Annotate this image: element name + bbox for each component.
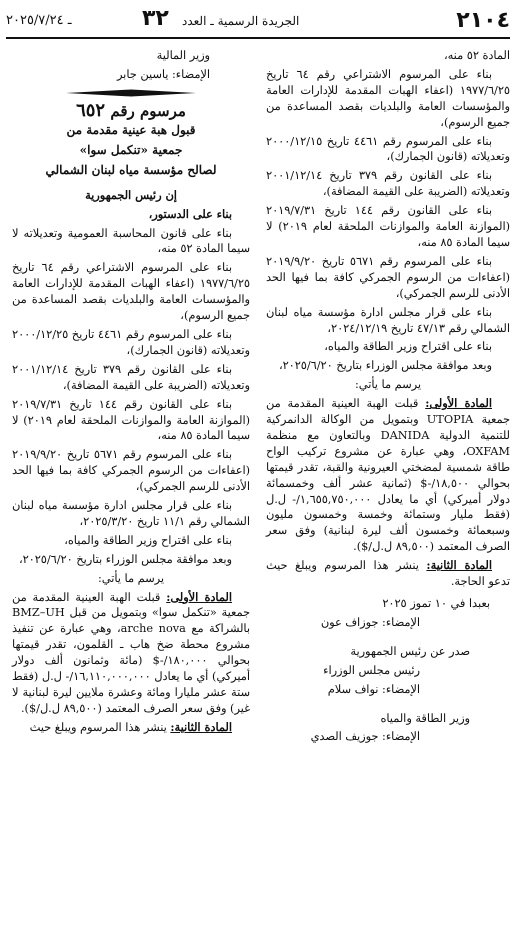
article-1 xyxy=(266,396,510,555)
decree-subtitle-1: قبول هبة عينية مقدمة من xyxy=(66,122,196,137)
article-1-label: المادة الأولى: xyxy=(166,589,232,604)
text-line: بناء على قرار مجلس ادارة مؤسسة مياه لبنان الشمالي رقم ١١/١ تاريخ ٢٠٢٥/٣/٢٠، xyxy=(12,499,250,528)
page-number: ٢١٠٤ xyxy=(456,8,510,33)
president-signature: الإمضاء: جوزاف عون xyxy=(320,615,420,629)
date-line: بعبدا في ١٠ تموز ٢٠٢٥ xyxy=(382,597,490,610)
text-line: وبعد موافقة مجلس الوزراء بتاريخ ٢٠٢٥/٦/٢٠، xyxy=(18,552,232,566)
text-line: وبعد موافقة مجلس الوزراء بتاريخ ٢٠٢٥/٦/٢٠، xyxy=(278,359,492,373)
right-column xyxy=(266,48,510,748)
text-line: بناء على المرسوم رقم ٤٤٦١ تاريخ ٢٠٠٠/١٢/٢٥ وتعديلاته (قانون الجمارك)، xyxy=(12,327,250,357)
text-line: بناء على المرسوم رقم ٥٦٧١ تاريخ ٢٠١٩/٩/٢٠ (اعفاءات من الرسوم الجمركي كافة بما فيها الحد الأدنى للرسم الجمركي)، xyxy=(12,448,250,494)
decree-subtitle-3: لصالح مؤسسة مياه لبنان الشمالي xyxy=(45,162,217,177)
article-2-label: المادة الثانية: xyxy=(426,558,493,573)
energy-minister-signature: الإمضاء: جوزيف الصدي xyxy=(310,730,420,744)
text-line: بناء على قرار مجلس ادارة مؤسسة مياه لبنان الشمالي رقم ٤٧/١٣ تاريخ ٢٠٢٤/١٢/١٩، xyxy=(266,305,510,335)
text-line: بناء على القانون رقم ١٤٤ تاريخ ٢٠١٩/٧/٣١ (الموازنة العامة والموازنات الملحقة لعام ٢٠١٩) لا سيما المادة ٨٥ منه، xyxy=(12,397,250,443)
text-line: بناء على المرسوم الاشتراعي رقم ٦٤ تاريخ ١٩٧٧/٦/٢٥ (اعفاء الهبات المقدمة للإدارات العامة والمؤسسات العامة والبلديات بقصد المساعدة من جميع الرسوم)، xyxy=(266,67,510,129)
article-2-label: المادة الثانية: xyxy=(170,719,232,734)
decree-number: ٦٥٢ xyxy=(76,99,106,121)
decree-subtitle-2: جمعية «تنكمل سوا» xyxy=(79,142,183,157)
article-2-text: ينشر هذا المرسوم ويبلغ حيث xyxy=(29,720,167,734)
text-line: بناء على القانون رقم ١٤٤ تاريخ ٢٠١٩/٧/٣١ (الموازنة العامة والموازنات الملحقة لعام ٢٠١٩) لا سيما المادة ٨٥ منه، xyxy=(266,204,510,249)
pm-signature: الإمضاء: نواف سلام xyxy=(327,682,420,696)
article-2-text: ينشر هذا المرسوم ويبلغ حيث تدعو الحاجة. xyxy=(266,559,510,589)
decree-label: مرسوم رقم xyxy=(110,101,186,120)
finance-minister-title: وزير المالية xyxy=(156,49,210,62)
decrees-label: يرسم ما يأتي: xyxy=(98,571,164,585)
decree-title xyxy=(12,99,250,121)
article-2 xyxy=(12,720,250,736)
ornament-divider xyxy=(66,89,196,97)
text-line: بناء على اقتراح وزير الطاقة والمياه، xyxy=(64,533,232,547)
decrees-label: يرسم ما يأتي: xyxy=(355,378,421,392)
article-2 xyxy=(266,558,510,590)
issue-date: ـ ٢٠٢٥/٧/٢٤ xyxy=(6,13,72,28)
energy-minister-title: وزير الطاقة والمياه xyxy=(380,711,470,725)
text-line: بناء على القانون رقم ٣٧٩ تاريخ ٢٠٠١/١٢/١٤ وتعديلاته (الضريبة على القيمة المضافة)، xyxy=(266,169,510,199)
text-line: المادة ٥٢ منه، xyxy=(443,49,510,62)
article-1 xyxy=(12,590,250,717)
constitution-line: بناء على الدستور، xyxy=(148,206,232,221)
text-line: بناء على المرسوم رقم ٤٤٦١ تاريخ ٢٠٠٠/١٢/١٥ وتعديلاته (قانون الجمارك)، xyxy=(266,134,510,164)
pm-title: رئيس مجلس الوزراء xyxy=(323,663,420,677)
issue-number: ٣٢ xyxy=(142,6,169,31)
text-line: بناء على اقتراح وزير الطاقة والمياه، xyxy=(324,340,492,354)
article-1-label: المادة الأولى: xyxy=(425,396,492,411)
text-line: بناء على القانون رقم ٣٧٩ تاريخ ٢٠٠١/١٢/١٤ وتعديلاته (الضريبة على القيمة المضافة)، xyxy=(12,362,250,392)
page-header xyxy=(0,0,516,40)
left-column xyxy=(12,48,250,739)
article-1-text: قبلت الهبة العينية المقدمة من جمعية «تنكمل سوا» وبتمويل من قبل BMZ–UH بالشراكة مع arche nova، وهي عبارة عن تنفيذ مشروع محطة ضخ هاب ـ القلمون، تقدر قيمتها بحوالي ١٨٠,٠٠٠/-$ (مائة وثمانون ألف دولار أميركي) أي ما يعادل ١٦,١١٠,٠٠٠,٠٠٠/- ل.ل (فقط ستة عشر مليارا ومائة وعشرة ملايين ليرة لبنانية لا غير) وفق سعر الصرف المعتمد (٨٩,٥٠٠ ل.ل/$). xyxy=(12,590,250,715)
text-line: بناء على المرسوم رقم ٥٦٧١ تاريخ ٢٠١٩/٩/٢٠ (اعفاءات من الرسوم الجمركي كافة بما فيها الحد الأدنى للرسم الجمركي)، xyxy=(266,254,510,300)
president-line: إن رئيس الجمهورية xyxy=(85,187,177,202)
finance-minister-signature: الإمضاء: ياسين جابر xyxy=(116,67,210,81)
header-rule xyxy=(6,37,510,39)
issued-by: صدر عن رئيس الجمهورية xyxy=(350,644,470,658)
text-line: بناء على قانون المحاسبة العمومية وتعديلاته لا سيما المادة ٥٢ منه، xyxy=(12,226,250,256)
gazette-name: الجريدة الرسمية ـ العدد xyxy=(182,14,300,28)
text-line: بناء على المرسوم الاشتراعي رقم ٦٤ تاريخ ١٩٧٧/٦/٢٥ (اعفاء الهبات المقدمة للإدارات العامة والمؤسسات العامة والبلديات بقصد المساعدة من جميع الرسوم)، xyxy=(12,261,250,323)
article-1-text: قبلت الهبة العينية المقدمة من جمعية UTOPIA وبتمويل من الوكالة الدانمركية للتنمية الدولية DANIDA وبالتعاون مع منظمة OXFAM، وهي عبارة عن مشروع تركيب الواح طاقة شمسية لمضختي العيرونية والقبة، تقدر قيمتها بحوالي ١٨,٥٠٠/-$ (ثمانية عشر ألف وخمسمائة دولار أميركي) أي ما يعادل ١,٦٥٥,٧٥٠,٠٠٠/- ل.ل (فقط مليار وستمائة وخمسة وخمسون مليون وسبعمائة وخمسون ألف ليرة لبنانية) وفق سعر الصرف المعتمد (٨٩,٥٠٠ ل.ل/$). xyxy=(266,397,510,554)
